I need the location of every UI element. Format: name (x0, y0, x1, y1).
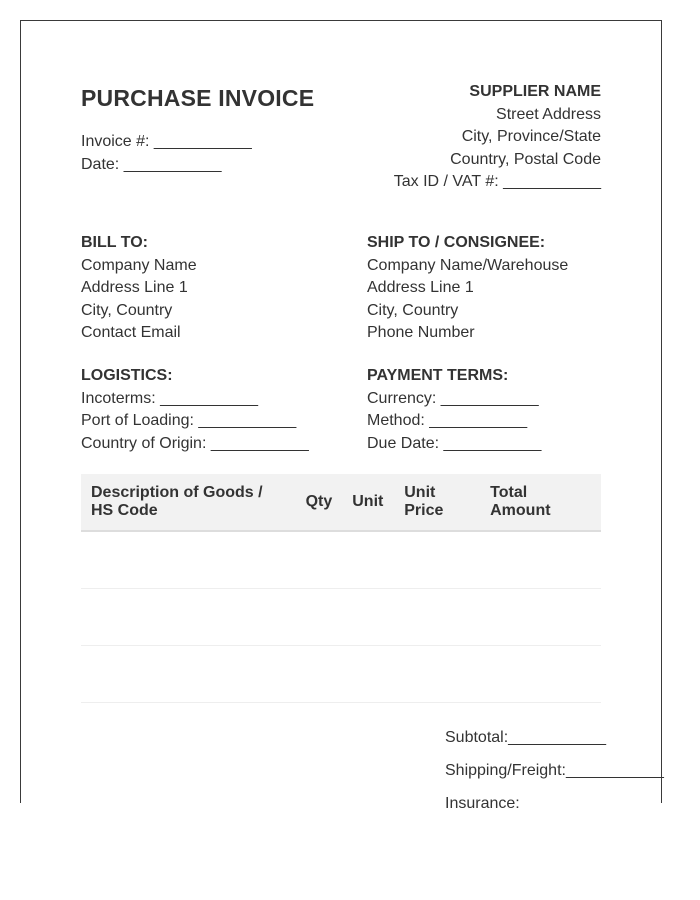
invoice-number-field[interactable]: Invoice #: ___________ (81, 133, 252, 150)
table-cell[interactable] (81, 646, 296, 703)
table-cell[interactable] (81, 531, 296, 589)
insurance-field[interactable]: Insurance: (445, 795, 520, 812)
table-cell[interactable] (296, 589, 343, 646)
bill-to-city: City, Country (81, 301, 173, 319)
payment-terms-block (367, 365, 541, 455)
supplier-tax-id-field[interactable]: Tax ID / VAT #: ___________ (393, 173, 601, 190)
bill-to-address: Address Line 1 (81, 279, 188, 296)
table-cell[interactable] (81, 589, 296, 646)
ship-to-address: Address Line 1 (367, 279, 474, 296)
supplier-name: SUPPLIER NAME (469, 83, 601, 100)
bill-to-company: Company Name (81, 256, 197, 274)
ship-to-city: City, Country (367, 301, 459, 319)
totals-block (445, 727, 664, 826)
ship-to-phone: Phone Number (367, 324, 475, 341)
incoterms-field[interactable]: Incoterms: ___________ (81, 389, 259, 407)
supplier-street: Street Address (496, 105, 601, 123)
table-cell[interactable] (394, 646, 480, 703)
column-header-total-amount: Total Amount (480, 474, 601, 531)
table-cell[interactable] (342, 589, 394, 646)
table-header-row (81, 474, 601, 531)
table-cell[interactable] (394, 531, 480, 589)
supplier-block (394, 81, 601, 194)
table-cell[interactable] (342, 646, 394, 703)
port-of-loading-field[interactable]: Port of Loading: ___________ (81, 412, 297, 429)
invoice-meta (81, 131, 252, 176)
column-header-description: Description of Goods / HS Code (81, 474, 296, 531)
invoice-page (20, 20, 664, 812)
logistics-heading: LOGISTICS: (81, 367, 173, 384)
column-header-qty: Qty (296, 474, 343, 531)
payment-terms-heading: PAYMENT TERMS: (367, 367, 509, 384)
bill-to-email: Contact Email (81, 324, 181, 341)
bill-to-heading: BILL TO: (81, 234, 148, 251)
table-row (81, 589, 601, 646)
table-cell[interactable] (480, 646, 601, 703)
table-cell[interactable] (480, 531, 601, 589)
ship-to-block (367, 232, 568, 345)
due-date-field[interactable]: Due Date: ___________ (367, 434, 542, 452)
country-of-origin-field[interactable]: Country of Origin: ___________ (81, 434, 309, 452)
ship-to-heading: SHIP TO / CONSIGNEE: (367, 234, 546, 251)
ship-to-company: Company Name/Warehouse (367, 256, 569, 274)
currency-field[interactable]: Currency: ___________ (367, 389, 539, 407)
method-field[interactable]: Method: ___________ (367, 412, 528, 429)
table-cell[interactable] (480, 589, 601, 646)
subtotal-field[interactable]: Subtotal:___________ (445, 729, 607, 746)
goods-table-wrapper (81, 474, 601, 703)
table-cell[interactable] (342, 531, 394, 589)
invoice-date-field[interactable]: Date: ___________ (81, 155, 222, 173)
table-cell[interactable] (394, 589, 480, 646)
supplier-city: City, Province/State (461, 128, 601, 145)
table-row (81, 646, 601, 703)
table-row (81, 531, 601, 589)
goods-table (81, 474, 601, 703)
column-header-unit: Unit (342, 474, 394, 531)
logistics-block (81, 365, 309, 455)
bill-to-block (81, 232, 197, 345)
invoice-title: PURCHASE INVOICE (81, 85, 315, 111)
supplier-country: Country, Postal Code (450, 150, 601, 168)
table-cell[interactable] (296, 531, 343, 589)
shipping-freight-field[interactable]: Shipping/Freight:___________ (445, 762, 664, 779)
table-cell[interactable] (296, 646, 343, 703)
column-header-unit-price: Unit Price (394, 474, 480, 531)
